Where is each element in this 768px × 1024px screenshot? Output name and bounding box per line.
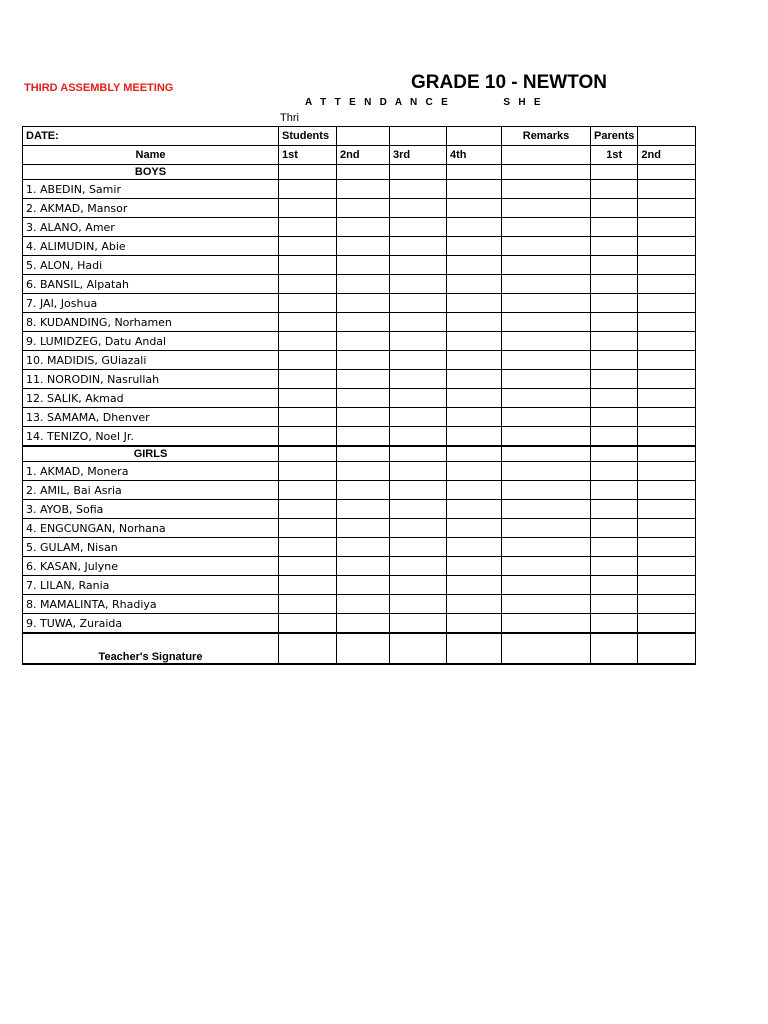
- date-label: DATE:: [23, 127, 279, 146]
- attendance-cell[interactable]: [390, 538, 447, 557]
- student-name: 8. KUDANDING, Norhamen: [23, 313, 279, 332]
- attendance-cell[interactable]: [279, 481, 337, 500]
- attendance-banner: A T T E N D A N C E S H E: [305, 97, 541, 108]
- signature-cell[interactable]: [337, 633, 390, 664]
- attendance-cell[interactable]: [447, 595, 502, 614]
- boy-row: [23, 180, 696, 199]
- attendance-cell[interactable]: [337, 294, 390, 313]
- attendance-cell[interactable]: [502, 500, 591, 519]
- signature-cell[interactable]: [279, 633, 337, 664]
- boys-section-row: [23, 165, 696, 180]
- boy-row: [23, 370, 696, 389]
- attendance-cell[interactable]: [638, 576, 696, 595]
- attendance-cell[interactable]: [279, 351, 337, 370]
- attendance-cell[interactable]: [591, 218, 638, 237]
- attendance-cell[interactable]: [502, 256, 591, 275]
- girl-row: [23, 481, 696, 500]
- attendance-cell[interactable]: [337, 332, 390, 351]
- attendance-cell[interactable]: [638, 237, 696, 256]
- parents-label: Parents: [591, 127, 638, 146]
- attendance-cell[interactable]: [337, 370, 390, 389]
- attendance-cell[interactable]: [337, 614, 390, 634]
- cell[interactable]: [638, 446, 696, 462]
- attendance-cell[interactable]: [279, 408, 337, 427]
- boy-row: [23, 275, 696, 294]
- girl-row: [23, 595, 696, 614]
- attendance-cell[interactable]: [447, 408, 502, 427]
- attendance-cell[interactable]: [279, 389, 337, 408]
- header-row-cols: [23, 146, 696, 165]
- cell[interactable]: [337, 165, 390, 180]
- attendance-cell[interactable]: [390, 408, 447, 427]
- meeting-title: THIRD ASSEMBLY MEETING: [24, 82, 174, 94]
- girl-row: [23, 462, 696, 481]
- attendance-cell[interactable]: [502, 294, 591, 313]
- attendance-cell[interactable]: [279, 576, 337, 595]
- attendance-cell[interactable]: [447, 218, 502, 237]
- attendance-cell[interactable]: [638, 614, 696, 634]
- attendance-cell[interactable]: [279, 427, 337, 447]
- attendance-cell[interactable]: [591, 389, 638, 408]
- attendance-cell[interactable]: [502, 351, 591, 370]
- cell[interactable]: [638, 165, 696, 180]
- student-name: 3. ALANO, Amer: [23, 218, 279, 237]
- girl-row: [23, 538, 696, 557]
- attendance-cell[interactable]: [279, 275, 337, 294]
- attendance-cell[interactable]: [447, 576, 502, 595]
- remarks-label: Remarks: [502, 127, 591, 146]
- attendance-cell[interactable]: [390, 313, 447, 332]
- attendance-cell[interactable]: [279, 199, 337, 218]
- student-col-3rd: 3rd: [390, 146, 447, 165]
- attendance-cell[interactable]: [591, 199, 638, 218]
- girl-row: [23, 614, 696, 634]
- attendance-cell[interactable]: [638, 557, 696, 576]
- attendance-cell[interactable]: [337, 351, 390, 370]
- attendance-cell[interactable]: [337, 275, 390, 294]
- attendance-cell[interactable]: [337, 237, 390, 256]
- attendance-cell[interactable]: [447, 614, 502, 634]
- attendance-cell[interactable]: [447, 538, 502, 557]
- attendance-cell[interactable]: [279, 370, 337, 389]
- attendance-cell[interactable]: [279, 180, 337, 199]
- attendance-cell[interactable]: [279, 332, 337, 351]
- attendance-cell[interactable]: [390, 595, 447, 614]
- attendance-table: [22, 126, 696, 665]
- attendance-cell[interactable]: [337, 500, 390, 519]
- boy-row: [23, 408, 696, 427]
- attendance-cell[interactable]: [502, 595, 591, 614]
- girls-section-row: [23, 446, 696, 462]
- attendance-cell[interactable]: [502, 389, 591, 408]
- girl-row: [23, 519, 696, 538]
- cell[interactable]: [390, 446, 447, 462]
- attendance-cell[interactable]: [502, 557, 591, 576]
- attendance-cell[interactable]: [591, 275, 638, 294]
- cell[interactable]: [279, 165, 337, 180]
- attendance-cell[interactable]: [390, 370, 447, 389]
- teacher-signature-label: Teacher's Signature: [23, 633, 279, 664]
- attendance-cell[interactable]: [502, 427, 591, 447]
- attendance-cell[interactable]: [390, 481, 447, 500]
- attendance-cell[interactable]: [390, 614, 447, 634]
- attendance-cell[interactable]: [447, 313, 502, 332]
- student-col-4th: 4th: [447, 146, 502, 165]
- attendance-cell[interactable]: [337, 408, 390, 427]
- boy-row: [23, 313, 696, 332]
- attendance-cell[interactable]: [591, 294, 638, 313]
- attendance-cell[interactable]: [447, 256, 502, 275]
- thri-label: Thri: [280, 112, 299, 124]
- attendance-cell[interactable]: [591, 500, 638, 519]
- attendance-cell[interactable]: [638, 462, 696, 481]
- boys-label: BOYS: [23, 165, 279, 180]
- attendance-cell[interactable]: [638, 519, 696, 538]
- attendance-cell[interactable]: [337, 519, 390, 538]
- attendance-cell[interactable]: [591, 557, 638, 576]
- attendance-cell[interactable]: [390, 332, 447, 351]
- student-name: 3. AYOB, Sofia: [23, 500, 279, 519]
- attendance-cell[interactable]: [390, 462, 447, 481]
- attendance-cell[interactable]: [337, 199, 390, 218]
- girl-row: [23, 576, 696, 595]
- attendance-cell[interactable]: [390, 557, 447, 576]
- attendance-cell[interactable]: [337, 557, 390, 576]
- attendance-cell[interactable]: [337, 180, 390, 199]
- attendance-cell[interactable]: [591, 538, 638, 557]
- attendance-cell[interactable]: [337, 538, 390, 557]
- attendance-cell[interactable]: [279, 313, 337, 332]
- grade-title: GRADE 10 - NEWTON: [411, 72, 608, 93]
- student-name: 6. KASAN, Julyne: [23, 557, 279, 576]
- attendance-cell[interactable]: [447, 462, 502, 481]
- attendance-cell[interactable]: [638, 481, 696, 500]
- student-name: 2. AMIL, Bai Asria: [23, 481, 279, 500]
- attendance-cell[interactable]: [502, 519, 591, 538]
- student-name: 4. ALIMUDIN, Abie: [23, 237, 279, 256]
- attendance-cell[interactable]: [502, 614, 591, 634]
- attendance-cell[interactable]: [390, 519, 447, 538]
- student-name: 7. JAI, Joshua: [23, 294, 279, 313]
- attendance-cell[interactable]: [591, 519, 638, 538]
- parent-col-2nd: 2nd: [638, 146, 696, 165]
- name-label: Name: [23, 146, 279, 165]
- students-label: Students: [279, 127, 337, 146]
- boy-row: [23, 199, 696, 218]
- attendance-cell[interactable]: [502, 275, 591, 294]
- boy-row: [23, 237, 696, 256]
- attendance-cell[interactable]: [337, 218, 390, 237]
- attendance-cell[interactable]: [638, 275, 696, 294]
- attendance-cell[interactable]: [591, 313, 638, 332]
- attendance-cell[interactable]: [591, 351, 638, 370]
- attendance-cell[interactable]: [502, 462, 591, 481]
- attendance-cell[interactable]: [447, 557, 502, 576]
- cell[interactable]: [447, 446, 502, 462]
- attendance-cell[interactable]: [502, 332, 591, 351]
- girl-row: [23, 500, 696, 519]
- signature-cell[interactable]: [390, 633, 447, 664]
- attendance-cell[interactable]: [337, 595, 390, 614]
- attendance-cell[interactable]: [279, 218, 337, 237]
- attendance-cell[interactable]: [447, 351, 502, 370]
- student-name: 7. LILAN, Rania: [23, 576, 279, 595]
- attendance-cell[interactable]: [638, 595, 696, 614]
- attendance-cell[interactable]: [447, 500, 502, 519]
- attendance-cell[interactable]: [502, 481, 591, 500]
- student-name: 9. TUWA, Zuraida: [23, 614, 279, 634]
- attendance-cell[interactable]: [591, 462, 638, 481]
- attendance-cell[interactable]: [591, 481, 638, 500]
- attendance-cell[interactable]: [279, 595, 337, 614]
- attendance-cell[interactable]: [591, 408, 638, 427]
- signature-cell[interactable]: [502, 633, 591, 664]
- attendance-cell[interactable]: [447, 294, 502, 313]
- attendance-cell[interactable]: [591, 370, 638, 389]
- attendance-cell[interactable]: [447, 389, 502, 408]
- attendance-cell[interactable]: [638, 332, 696, 351]
- attendance-cell[interactable]: [502, 408, 591, 427]
- attendance-cell[interactable]: [502, 199, 591, 218]
- attendance-cell[interactable]: [638, 180, 696, 199]
- attendance-cell[interactable]: [502, 538, 591, 557]
- boy-row: [23, 256, 696, 275]
- attendance-cell[interactable]: [337, 427, 390, 447]
- girls-label: GIRLS: [23, 446, 279, 462]
- attendance-cell[interactable]: [279, 557, 337, 576]
- attendance-cell[interactable]: [337, 576, 390, 595]
- cell[interactable]: [591, 165, 638, 180]
- cell[interactable]: [447, 165, 502, 180]
- attendance-cell[interactable]: [337, 256, 390, 275]
- attendance-cell[interactable]: [638, 389, 696, 408]
- student-name: 13. SAMAMA, Dhenver: [23, 408, 279, 427]
- attendance-cell[interactable]: [447, 370, 502, 389]
- attendance-cell[interactable]: [502, 576, 591, 595]
- signature-cell[interactable]: [591, 633, 638, 664]
- attendance-cell[interactable]: [447, 427, 502, 447]
- attendance-cell[interactable]: [279, 500, 337, 519]
- signature-cell[interactable]: [447, 633, 502, 664]
- attendance-cell[interactable]: [337, 313, 390, 332]
- attendance-cell[interactable]: [390, 199, 447, 218]
- attendance-cell[interactable]: [591, 332, 638, 351]
- student-name: 4. ENGCUNGAN, Norhana: [23, 519, 279, 538]
- attendance-cell[interactable]: [638, 370, 696, 389]
- attendance-cell[interactable]: [591, 576, 638, 595]
- attendance-cell[interactable]: [502, 313, 591, 332]
- attendance-cell[interactable]: [279, 538, 337, 557]
- student-name: 8. MAMALINTA, Rhadiya: [23, 595, 279, 614]
- student-name: 10. MADIDIS, GUiazali: [23, 351, 279, 370]
- cell[interactable]: [638, 127, 696, 146]
- attendance-cell[interactable]: [337, 389, 390, 408]
- attendance-cell[interactable]: [502, 370, 591, 389]
- student-name: 1. AKMAD, Monera: [23, 462, 279, 481]
- cell[interactable]: [502, 165, 591, 180]
- attendance-cell[interactable]: [390, 576, 447, 595]
- attendance-cell[interactable]: [390, 237, 447, 256]
- attendance-cell[interactable]: [638, 500, 696, 519]
- attendance-cell[interactable]: [447, 275, 502, 294]
- boy-row: [23, 389, 696, 408]
- attendance-cell[interactable]: [447, 237, 502, 256]
- attendance-cell[interactable]: [591, 180, 638, 199]
- attendance-cell[interactable]: [390, 218, 447, 237]
- attendance-cell[interactable]: [279, 519, 337, 538]
- girl-row: [23, 557, 696, 576]
- student-name: 1. ABEDIN, Samir: [23, 180, 279, 199]
- parent-col-1st: 1st: [591, 146, 638, 165]
- student-col-1st: 1st: [279, 146, 337, 165]
- attendance-cell[interactable]: [638, 427, 696, 447]
- attendance-cell[interactable]: [638, 538, 696, 557]
- attendance-cell[interactable]: [591, 614, 638, 634]
- cell[interactable]: [279, 446, 337, 462]
- attendance-cell[interactable]: [638, 408, 696, 427]
- attendance-cell[interactable]: [591, 237, 638, 256]
- cell[interactable]: [502, 146, 591, 165]
- attendance-cell[interactable]: [279, 237, 337, 256]
- cell[interactable]: [337, 127, 390, 146]
- student-name: 9. LUMIDZEG, Datu Andal: [23, 332, 279, 351]
- attendance-cell[interactable]: [390, 351, 447, 370]
- attendance-cell[interactable]: [591, 595, 638, 614]
- student-name: 12. SALIK, Akmad: [23, 389, 279, 408]
- attendance-cell[interactable]: [591, 427, 638, 447]
- cell[interactable]: [502, 446, 591, 462]
- header-row-top: [23, 127, 696, 146]
- attendance-cell[interactable]: [390, 180, 447, 199]
- student-col-2nd: 2nd: [337, 146, 390, 165]
- attendance-cell[interactable]: [447, 519, 502, 538]
- attendance-cell[interactable]: [447, 199, 502, 218]
- student-name: 2. AKMAD, Mansor: [23, 199, 279, 218]
- attendance-cell[interactable]: [447, 481, 502, 500]
- attendance-cell[interactable]: [390, 256, 447, 275]
- attendance-cell[interactable]: [502, 237, 591, 256]
- cell[interactable]: [390, 165, 447, 180]
- attendance-cell[interactable]: [390, 275, 447, 294]
- attendance-cell[interactable]: [279, 256, 337, 275]
- boy-row: [23, 332, 696, 351]
- boy-row: [23, 427, 696, 447]
- cell[interactable]: [390, 127, 447, 146]
- attendance-cell[interactable]: [447, 332, 502, 351]
- attendance-cell[interactable]: [337, 462, 390, 481]
- attendance-cell[interactable]: [591, 256, 638, 275]
- student-name: 5. GULAM, Nisan: [23, 538, 279, 557]
- boy-row: [23, 351, 696, 370]
- student-name: 11. NORODIN, Nasrullah: [23, 370, 279, 389]
- student-name: 6. BANSIL, Alpatah: [23, 275, 279, 294]
- attendance-cell[interactable]: [390, 500, 447, 519]
- attendance-cell[interactable]: [279, 614, 337, 634]
- attendance-cell[interactable]: [279, 294, 337, 313]
- attendance-cell[interactable]: [638, 351, 696, 370]
- cell[interactable]: [447, 127, 502, 146]
- attendance-cell[interactable]: [502, 218, 591, 237]
- student-name: 5. ALON, Hadi: [23, 256, 279, 275]
- attendance-cell[interactable]: [638, 294, 696, 313]
- boy-row: [23, 294, 696, 313]
- attendance-cell[interactable]: [390, 427, 447, 447]
- attendance-cell[interactable]: [638, 313, 696, 332]
- attendance-cell[interactable]: [279, 462, 337, 481]
- signature-row: [23, 633, 696, 664]
- attendance-cell[interactable]: [638, 218, 696, 237]
- signature-cell[interactable]: [638, 633, 696, 664]
- attendance-cell[interactable]: [502, 180, 591, 199]
- boy-row: [23, 218, 696, 237]
- attendance-cell[interactable]: [337, 481, 390, 500]
- attendance-cell[interactable]: [638, 256, 696, 275]
- student-name: 14. TENIZO, Noel Jr.: [23, 427, 279, 447]
- attendance-cell[interactable]: [447, 180, 502, 199]
- attendance-cell[interactable]: [638, 199, 696, 218]
- attendance-cell[interactable]: [390, 389, 447, 408]
- attendance-cell[interactable]: [390, 294, 447, 313]
- cell[interactable]: [337, 446, 390, 462]
- cell[interactable]: [591, 446, 638, 462]
